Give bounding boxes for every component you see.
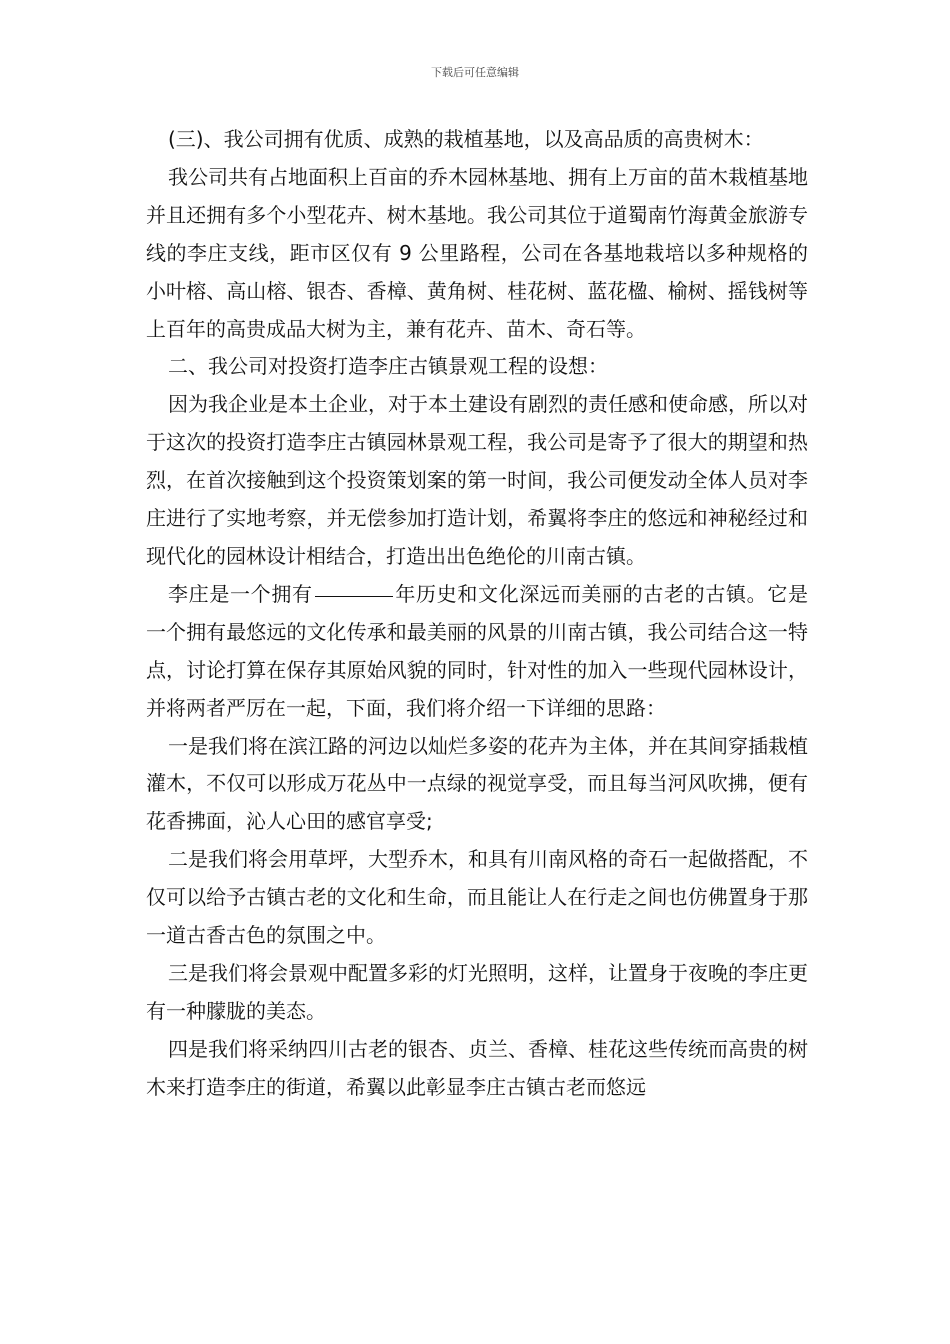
paragraph-lizhuang-intro: [146, 576, 808, 728]
paragraph-idea-four: 四是我们将采纳四川古老的银杏、贞兰、香樟、桂花这些传统而高贵的树木来打造李庄的街道，希翼以此彰显李庄古镇古老而悠远: [146, 1036, 808, 1099]
paragraph-idea-two: 二是我们将会用草坪，大型乔木，和具有川南风格的奇石一起做搭配，不仅可以给予古镇古老的文化和生命，而且能让人在行走之间也仿佛置身于那一道古香古色的氛围之中。: [146, 847, 808, 948]
fill-in-blank: [315, 595, 393, 597]
document-body: [146, 121, 808, 1107]
paragraph-idea-three: 三是我们将会景观中配置多彩的灯光照明，这样，让置身于夜晚的李庄更有一种朦胧的美态。: [146, 960, 808, 1023]
paragraph-idea-one: 一是我们将在滨江路的河边以灿烂多姿的花卉为主体，并在其间穿插栽植灌木，不仅可以形成万花丛中一点绿的视觉享受，而且每当河风吹拂，便有花香拂面，沁人心田的感官享受;: [146, 733, 808, 834]
paragraph-section-two-heading: 二、我公司对投资打造李庄古镇景观工程的设想：: [168, 354, 608, 379]
lizhuang-intro-start: 李庄是一个拥有: [168, 581, 313, 606]
lizhuang-intro-end: 年历史和文化深远而美丽的古老的古镇。它是一个拥有最悠远的文化传承和最美丽的风景的川南古镇，我公司结合这一特点，讨论打算在保存其原始风貌的同时，针对性的加入一些现代园林设计，并将两者严厉在一起，下面，我们将介绍一下详细的思路：: [146, 581, 809, 720]
paragraph-planting-base: 我公司共有占地面积上百亩的乔木园林基地、拥有上万亩的苗木栽植基地并且还拥有多个小型花卉、树木基地。我公司其位于道蜀南竹海黄金旅游专线的李庄支线，距市区仅有 9 公里路程，公司在各基地栽培以多种规格的小叶榕、高山榕、银杏、香樟、黄角树、桂花树、蓝花楹、榆树、摇钱树等上百年的高贵成品大树为主，兼有花卉、苗木、奇石等。: [146, 164, 808, 341]
paragraph-planting-base-heading: (三)、我公司拥有优质、成熟的栽植基地，以及高品质的高贵树木：: [168, 127, 764, 151]
page-header: 下载后可任意编辑: [431, 66, 519, 79]
paragraph-investment-intent: 因为我企业是本土企业，对于本土建设有剧烈的责任感和使命感，所以对于这次的投资打造李庄古镇园林景观工程，我公司是寄予了很大的期望和热烈，在首次接触到这个投资策划案的第一时间，我公司便发动全体人员对李庄进行了实地考察，并无偿参加打造计划，希翼将李庄的悠远和神秘经过和现代化的园林设计相结合，打造出出色绝伦的川南古镇。: [146, 392, 808, 568]
